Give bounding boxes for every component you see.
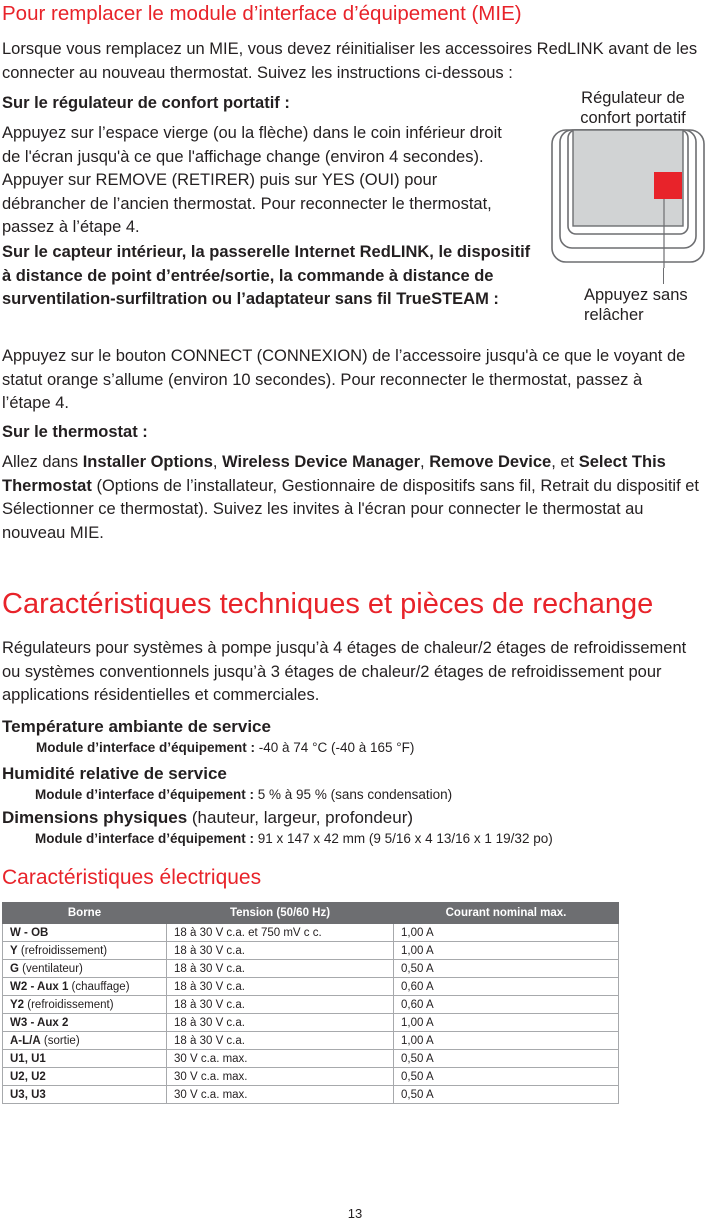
cell-terminal [3,996,167,1014]
text-run: Allez dans [2,453,83,471]
column-header-voltage: Tension (50/60 Hz) [167,903,394,924]
accessories-instructions: Appuyez sur le bouton CONNECT (CONNEXION) de l’accessoire jusqu'à ce que le voyant de statut orange s’allume (environ 10 secondes). Pour reconnecter le thermostat, passez à l’étape 4. [2,347,686,412]
cell-voltage: 18 à 30 V c.a. [167,1032,394,1050]
terminal-code: Y [10,944,18,957]
spec-label: Module d’interface d’équipement : [36,740,256,755]
table-row [3,1014,619,1032]
terminal-description: (refroidissement) [17,944,108,957]
cell-current: 1,00 A [394,924,619,942]
spec-physical-dimensions [2,807,702,849]
spec-operating-temperature [2,716,702,763]
portable-control-instructions: Appuyez sur l’espace vierge (ou la flèche) dans le coin inférieur droit de l'écran jusqu'à ce que l'affichage change (environ 4 secondes). Appuyer sur REMOVE (RETIRER) puis sur YES (OUI) pour débrancher de l’ancien thermostat. Pour reconnecter le thermostat, passez à l’étape 4. [2,124,502,236]
cell-terminal [3,942,167,960]
spec-value: 91 x 147 x 42 mm (9 5/16 x 4 13/16 x 1 19/32 po) [254,831,553,846]
terminal-code: W2 - Aux 1 [10,980,69,993]
specifications-intro: Régulateurs pour systèmes à pompe jusqu’à 4 étages de chaleur/2 étages de refroidissement ou systèmes conventionnels jusqu’à 3 étages de chaleur/2 étages de refroidissement pour applications résidentielles et commerciales. [2,639,687,704]
cell-terminal [3,1050,167,1068]
column-header-current: Courant nominal max. [394,903,619,924]
terminal-code: U3, U3 [10,1088,46,1101]
text-run: (Options de l’installateur, Gestionnaire de dispositifs sans fil, Retrait du dispositif et Sélectionner ce thermostat). Suivez les invites à l'écran pour connecter le thermostat au nouveau MIE. [2,476,699,542]
table-row [3,1032,619,1050]
cell-voltage: 30 V c.a. max. [167,1050,394,1068]
subheading-accessories: Sur le capteur intérieur, la passerelle Internet RedLINK, le dispositif à distance de point d’entrée/sortie, la commande à distance de surventilation-surfiltration ou l’adaptateur sans fil TrueSTEAM : [2,243,531,308]
cell-voltage: 30 V c.a. max. [167,1086,394,1104]
table-row [3,942,619,960]
table-row [3,1068,619,1086]
cell-current: 0,50 A [394,1050,619,1068]
spec-value-line [2,785,702,805]
terminal-description: (chauffage) [68,980,130,993]
cell-terminal [3,1068,167,1086]
portable-comfort-control-illustration [550,128,710,268]
menu-path-wireless-device-manager: Wireless Device Manager [222,453,421,471]
spec-label: Module d’interface d’équipement : [35,787,255,802]
terminal-code: W - OB [10,926,49,939]
table-row [3,996,619,1014]
spec-title-extra: (hauteur, largeur, profondeur) [187,808,414,827]
menu-path-select-this-thermostat: Select This Thermostat [2,453,666,495]
section-title-specifications: Caractéristiques techniques et pièces de rechange [2,588,654,620]
figure-label-press-and-hold: Appuyez sans relâcher [584,286,688,324]
section-title-replace-mie: Pour remplacer le module d’interface d’équipement (MIE) [2,2,522,25]
spec-value: 5 % à 95 % (sans condensation) [254,787,453,802]
terminal-code: U2, U2 [10,1070,46,1083]
terminal-code: G [10,962,19,975]
menu-path-remove-device: Remove Device [429,453,552,471]
cell-terminal [3,1032,167,1050]
terminal-description: (ventilateur) [18,962,83,975]
subheading-portable-comfort-control: Sur le régulateur de confort portatif : [2,94,290,112]
cell-voltage: 18 à 30 V c.a. [167,960,394,978]
spec-value-line [2,738,702,758]
table-row [3,924,619,942]
table-row [3,1086,619,1104]
spec-title [2,807,702,829]
cell-voltage: 18 à 30 V c.a. et 750 mV c c. [167,924,394,942]
cell-voltage: 18 à 30 V c.a. [167,942,394,960]
terminal-description: (refroidissement) [24,998,114,1011]
spec-value: -40 à 74 °C (-40 à 165 °F) [255,740,415,755]
table-row [3,960,619,978]
spec-value-line [2,829,702,849]
cell-terminal [3,924,167,942]
cell-current: 0,50 A [394,1068,619,1086]
menu-path-installer-options: Installer Options [82,453,213,471]
terminal-description: (sortie) [40,1034,80,1047]
cell-terminal [3,1014,167,1032]
spec-title-text: Dimensions physiques [2,808,188,827]
terminal-code: U1, U1 [10,1052,46,1065]
cell-voltage: 18 à 30 V c.a. [167,1014,394,1032]
figure-label-portable-control: Régulateur de confort portatif [580,89,686,127]
intro-paragraph: Lorsque vous remplacez un MIE, vous devez réinitialiser les accessoires RedLINK avant de les connecter au nouveau thermostat. Suivez les instructions ci-dessous : [2,40,698,82]
cell-current: 0,60 A [394,996,619,1014]
cell-terminal [3,978,167,996]
text-run: , et [551,453,579,471]
column-header-terminal: Borne [3,903,167,924]
terminal-code: W3 - Aux 2 [10,1016,69,1029]
section-title-electrical: Caractéristiques électriques [2,866,262,889]
thermostat-instructions [2,451,708,545]
spec-operating-humidity [2,763,702,807]
cell-voltage: 30 V c.a. max. [167,1068,394,1086]
spec-title [2,763,702,785]
callout-line-extension [663,268,664,284]
page-number: 13 [347,1206,363,1221]
table-header-row [3,903,619,924]
cell-current: 1,00 A [394,942,619,960]
cell-voltage: 18 à 30 V c.a. [167,996,394,1014]
text-run: , [212,453,223,471]
table-row [3,1050,619,1068]
electrical-ratings-table [2,902,619,1104]
cell-terminal [3,960,167,978]
cell-current: 0,50 A [394,1086,619,1104]
cell-current: 1,00 A [394,1014,619,1032]
cell-current: 0,50 A [394,960,619,978]
table-row [3,978,619,996]
cell-voltage: 18 à 30 V c.a. [167,978,394,996]
terminal-code: Y2 [10,998,25,1011]
terminal-code: A-L/A [10,1034,41,1047]
spec-label: Module d’interface d’équipement : [35,831,255,846]
spec-title-text: Humidité relative de service [2,764,227,783]
spec-list [2,716,702,849]
cell-terminal [3,1086,167,1104]
table-body [3,924,619,1104]
cell-current: 0,60 A [394,978,619,996]
spec-title-text: Température ambiante de service [2,717,271,736]
cell-current: 1,00 A [394,1032,619,1050]
subheading-thermostat: Sur le thermostat : [2,423,148,441]
text-run: , [420,453,430,471]
press-and-hold-spot [654,172,682,199]
spec-title [2,716,702,738]
